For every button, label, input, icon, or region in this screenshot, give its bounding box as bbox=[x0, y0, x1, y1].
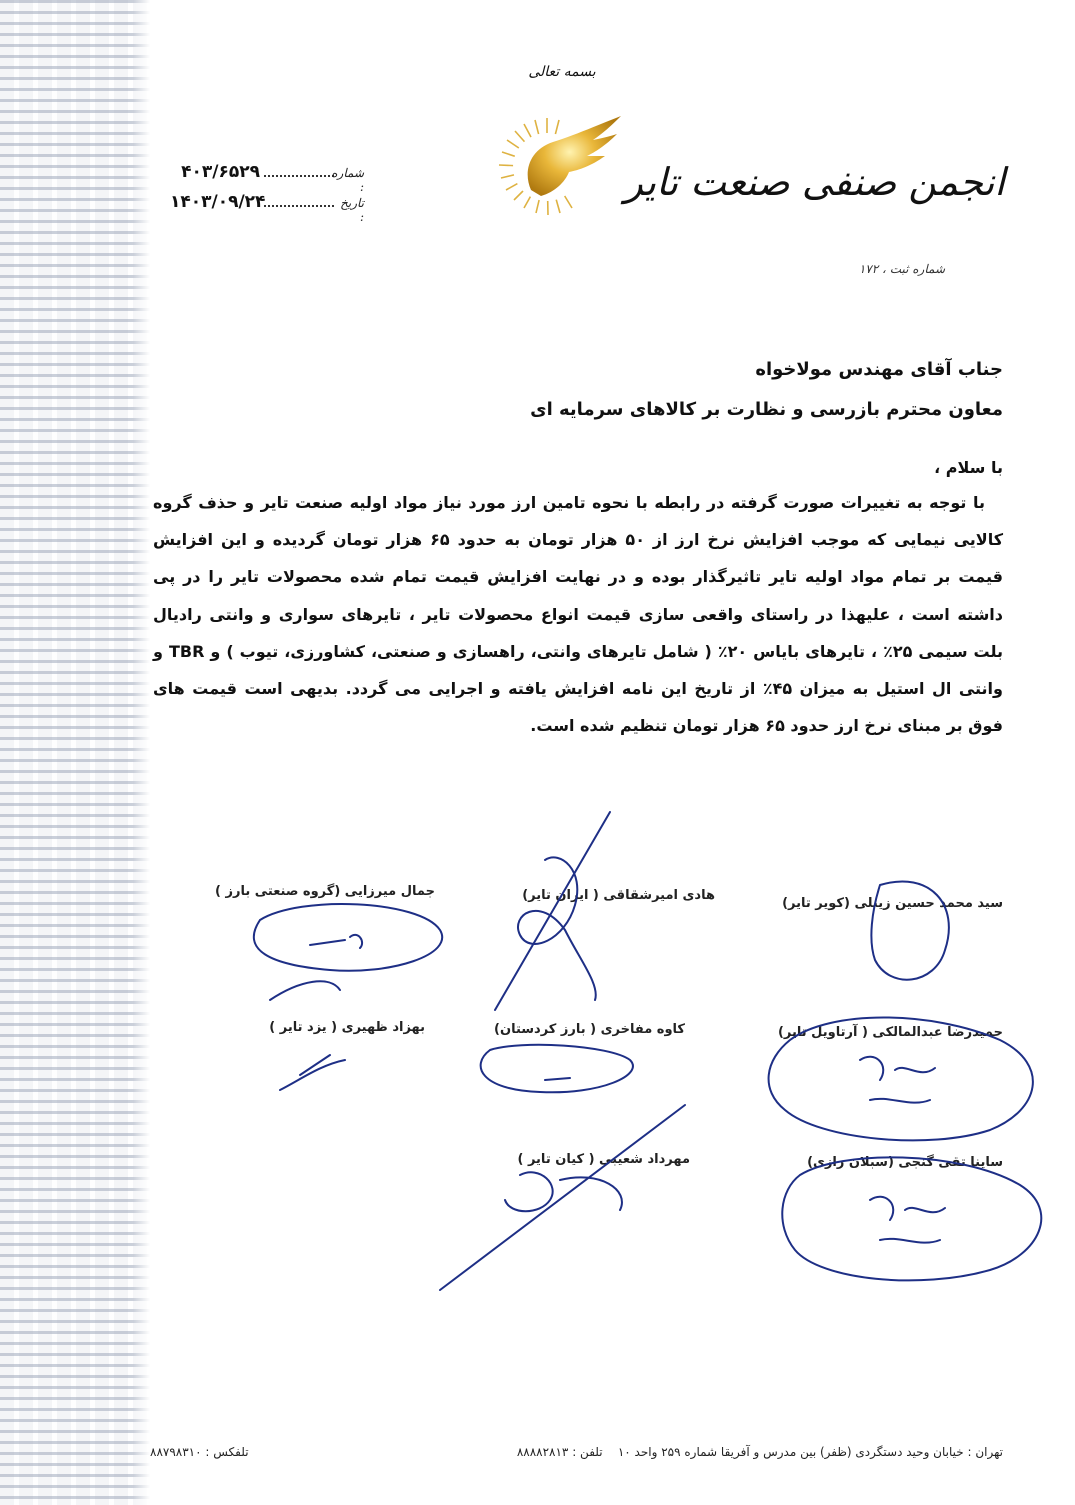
letter-number-row bbox=[170, 162, 370, 192]
recipient-block bbox=[530, 350, 1003, 430]
recipient-name: جناب آقای مهندس مولاخواه bbox=[755, 359, 1003, 380]
recipient-title: معاون محترم بازرسی و نظارت بر کالاهای سرمایه ای bbox=[530, 399, 1003, 420]
footer-fax: ۸۸۷۹۸۳۱۰ bbox=[150, 1445, 202, 1459]
signer-name: بهزاد ظهیری ( یزد تایر ) bbox=[269, 1020, 425, 1035]
letter-metadata bbox=[170, 162, 370, 222]
letter-number: ۴۰۳/۶۵۲۹ bbox=[181, 162, 260, 182]
scanner-margin-strip bbox=[0, 0, 150, 1505]
letter-date-label: تاریخ : bbox=[340, 196, 364, 224]
signer-name: سید محمد حسین زینلی (کویر تایر) bbox=[782, 896, 1003, 911]
footer-address-block bbox=[517, 1445, 1003, 1459]
footer-fax-label: تلفکس : bbox=[205, 1445, 249, 1459]
sun-wing-logo-icon bbox=[495, 112, 635, 222]
letter-date-row bbox=[170, 192, 370, 222]
organization-name: انجمن صنفی صنعت تایر bbox=[624, 160, 1005, 204]
footer-address: تهران : خیابان وحید دستگردی (ظفر) بین مدرس و آفریقا شماره ۲۵۹ واحد ۱۰ bbox=[617, 1445, 1003, 1459]
footer-fax-block bbox=[150, 1445, 249, 1459]
signer-name: کاوه مفاخری ( بارز کردستان) bbox=[494, 1022, 685, 1037]
footer-phone-label: تلفن : bbox=[572, 1445, 603, 1459]
signer-name: حمیدرضا عبدالمالکی ( آرتاویل تایر) bbox=[777, 1025, 1003, 1040]
footer-phone: ۸۸۸۸۲۸۱۳ bbox=[516, 1445, 569, 1459]
signer-name: مهرداد شعیبی ( کیان تایر ) bbox=[517, 1152, 690, 1167]
basmala: بسمه تعالی bbox=[528, 64, 596, 80]
letter-body: با توجه به تغییرات صورت گرفته در رابطه با نحوه تامین ارز مورد نیاز مواد اولیه صنعت تایر و حذف گروه کالایی نیمایی که موجب افزایش نرخ ارز از ۵۰ هزار تومان به حدود ۶۵ هزار تومان گردیده و این افزایش قیمت بر تمام مواد اولیه تایر تاثیرگذار بوده و در نهایت افزایش قیمت تمام شده محصولات تایر را در پی داشته است ، علیهذا در راستای واقعی سازی قیمت انواع محصولات تایر ، تایرهای سواری و وانتی رادیال بلت سیمی ۲۵٪ ، تایرهای بایاس ۲۰٪ ( شامل تایرهای وانتی، راهسازی و صنعتی، کشاورزی، تیوب ) و TBR و وانتی ال استیل به میزان ۴۵٪ از تاریخ این نامه افزایش یافته و اجرایی می گردد. بدیهی است قیمت های فوق بر مبنای نرخ ارز حدود ۶۵ هزار تومان تنظیم شده است. bbox=[153, 493, 1004, 736]
letter-date: ۱۴۰۳/۰۹/۲۴ bbox=[170, 192, 266, 212]
signer-name: ساینا تقی گنجی (سبلان رازی) bbox=[807, 1155, 1003, 1170]
dotted-leader bbox=[264, 174, 334, 177]
signer-name: هادی امیرشقاقی ( ایران تایر) bbox=[522, 888, 715, 903]
letter-footer bbox=[150, 1432, 1075, 1472]
dotted-leader bbox=[264, 204, 334, 207]
greeting: با سلام ، bbox=[934, 458, 1003, 477]
registration-number: شماره ثبت ، ۱۷۲ bbox=[858, 262, 945, 276]
signer-name: جمال میرزایی (گروه صنعتی بارز ) bbox=[215, 884, 435, 899]
letter-number-label: شماره : bbox=[331, 166, 364, 194]
letter-page bbox=[150, 0, 1075, 1505]
